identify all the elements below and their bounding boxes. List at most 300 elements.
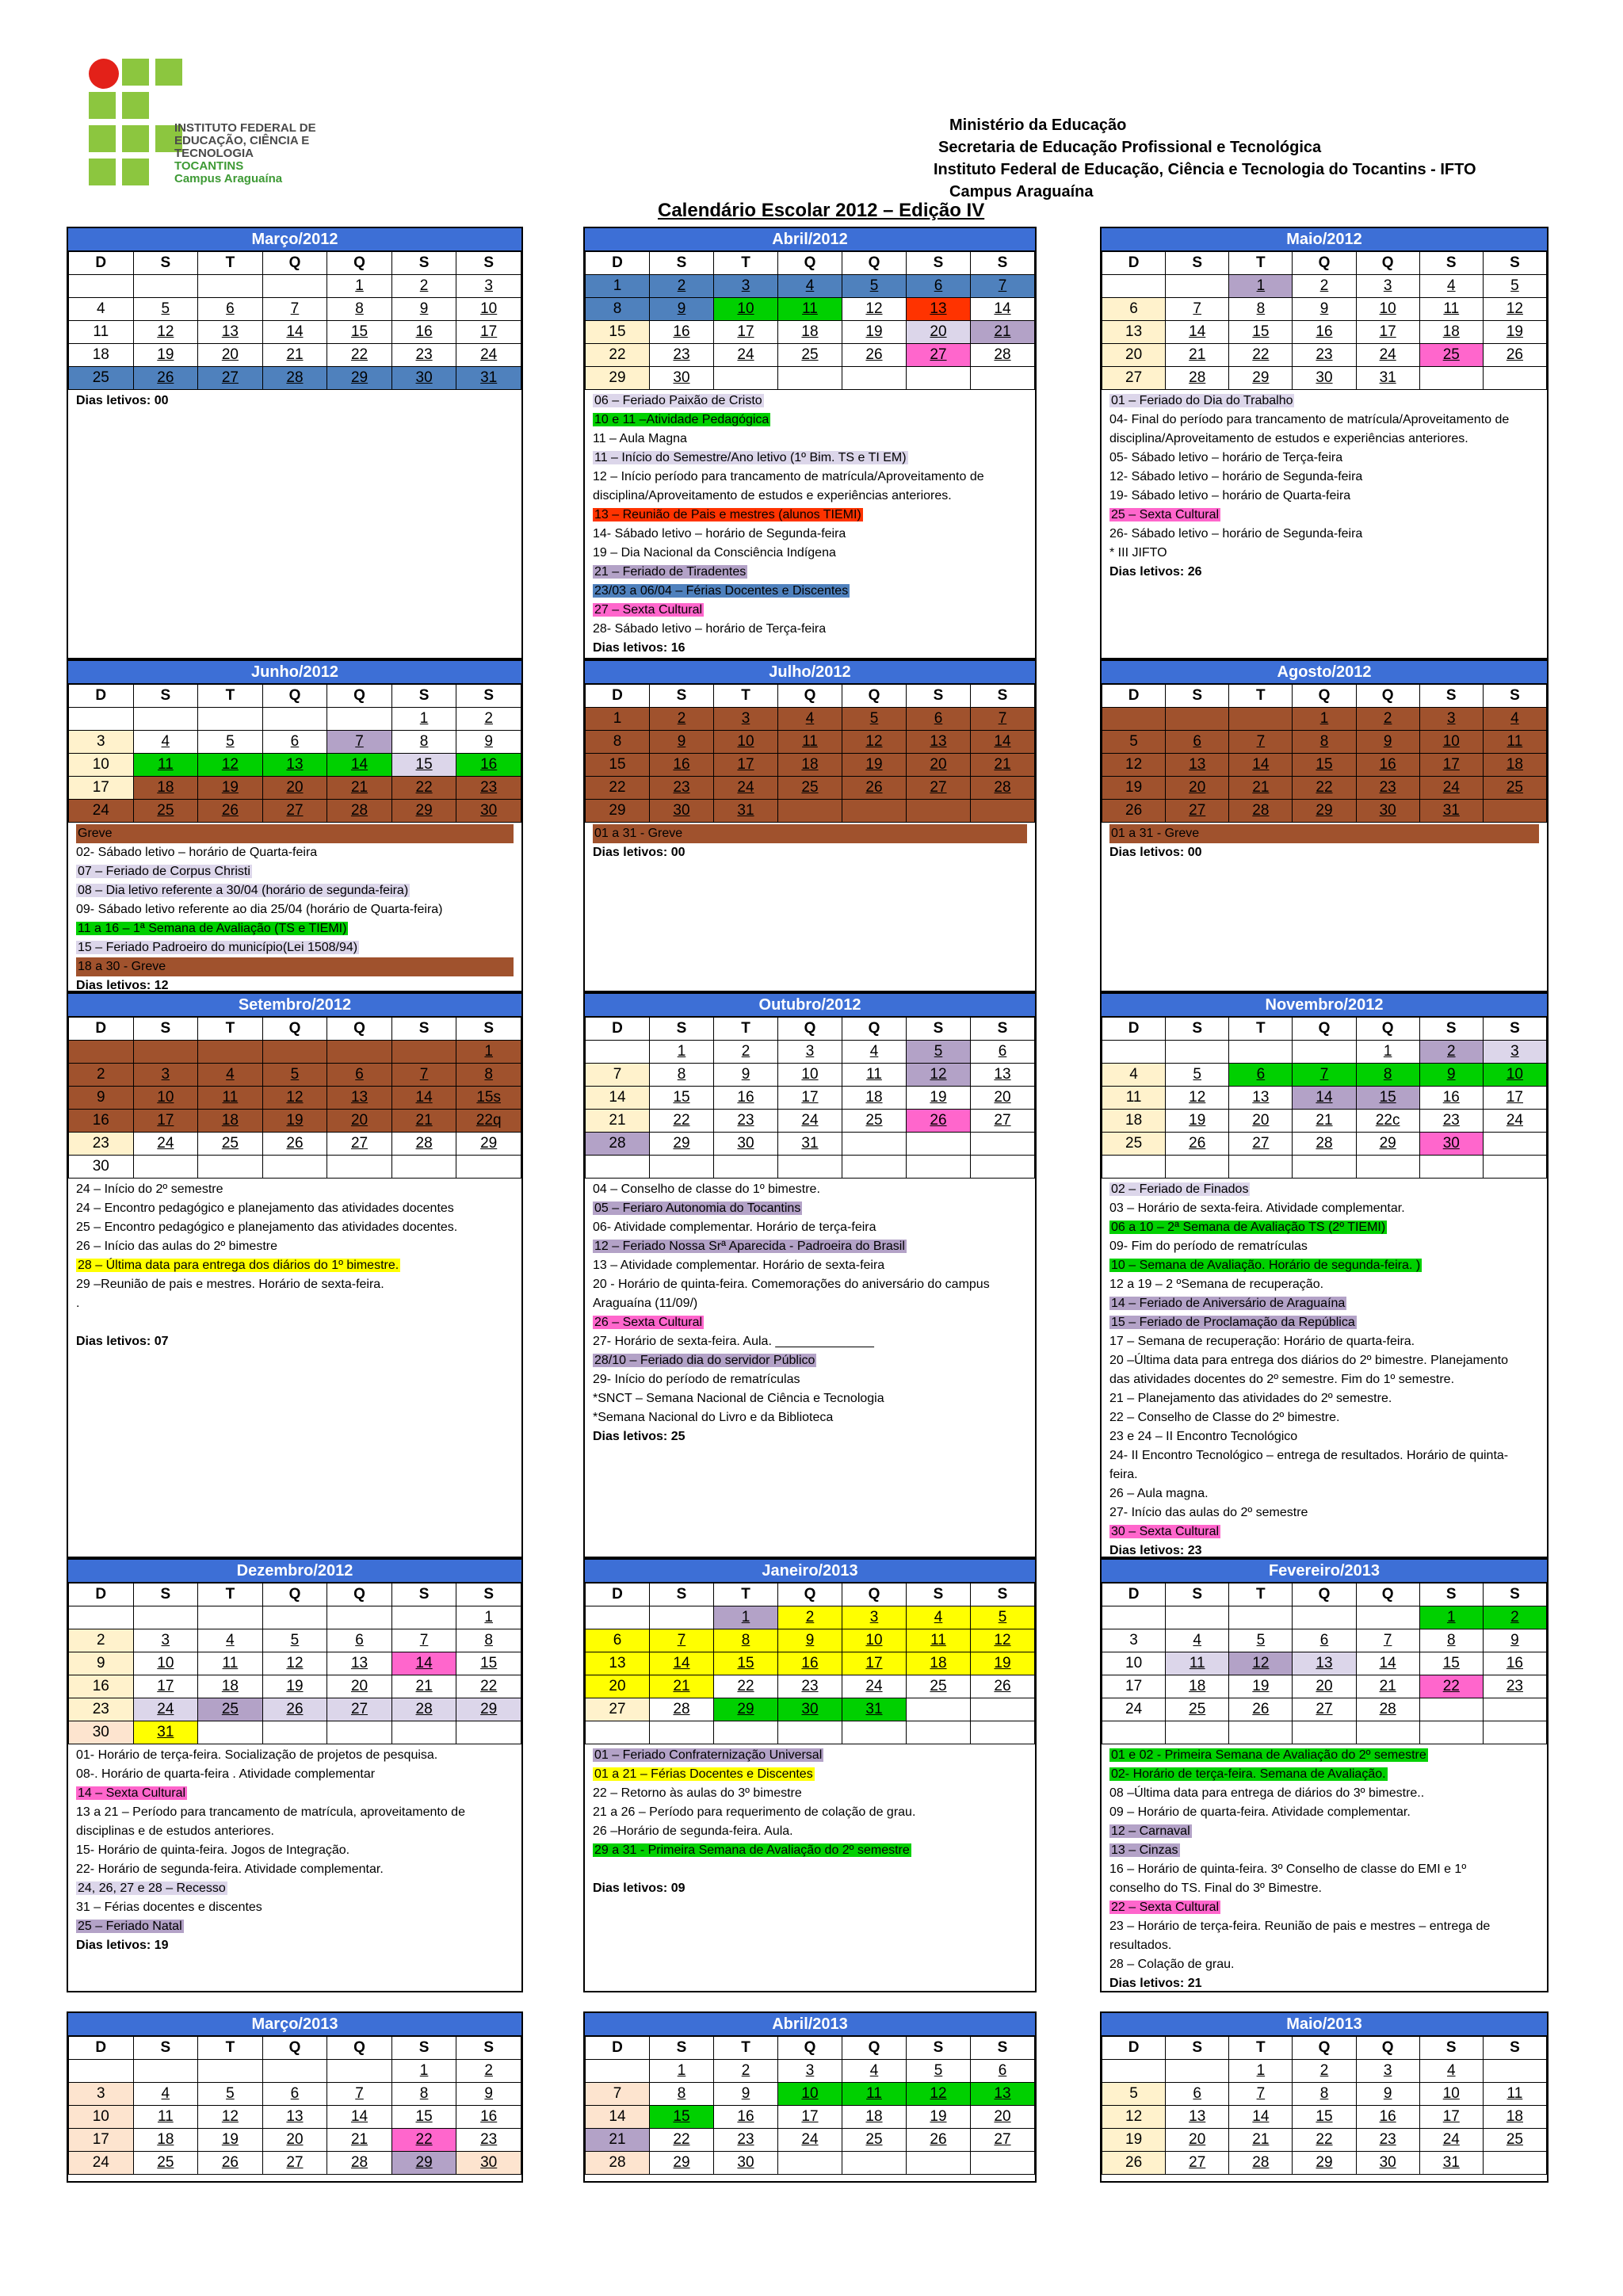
day-cell: 30 — [650, 800, 714, 823]
highlighted-note: 23/03 a 06/04 – Férias Docentes e Discentes — [594, 584, 849, 598]
day-cell: 15 — [1356, 1087, 1419, 1110]
empty-day-cell — [1229, 1041, 1293, 1064]
day-cell: 25 — [1419, 344, 1483, 367]
month-title: Dezembro/2012 — [68, 1560, 521, 1583]
day-cell: 31 — [1419, 800, 1483, 823]
day-cell: 19 — [971, 1652, 1035, 1675]
day-cell: 27 — [971, 2129, 1035, 2152]
weekday-header: S — [650, 1018, 714, 1041]
day-cell: 4 — [133, 2083, 198, 2106]
header-line: Secretaria de Educação Profissional e Tecnológica — [938, 139, 1322, 156]
month-block — [583, 227, 1037, 659]
day-cell: 15 — [391, 754, 456, 777]
weekday-row — [586, 1018, 1035, 1041]
day-cell: 16 — [69, 1675, 134, 1698]
month-block — [67, 2011, 523, 2183]
day-cell: 7 — [327, 2083, 392, 2106]
note-line — [1109, 392, 1539, 411]
note-line: disciplina/Aproveitamento de estudos e experiências anteriores. — [593, 489, 952, 502]
school-days-count: Dias letivos: 12 — [76, 979, 169, 992]
month-title: Agosto/2012 — [1102, 661, 1547, 684]
day-cell: 14 — [1229, 754, 1293, 777]
highlighted-note: 07 – Feriado de Corpus Christi — [78, 865, 250, 878]
weekday-header: S — [456, 685, 521, 708]
note-line: 22 – Retorno às aulas do 3º bimestre — [593, 1786, 802, 1800]
day-cell: 22 — [586, 777, 650, 800]
page-title: Calendário Escolar 2012 – Edição IV — [658, 200, 985, 221]
day-cell: 9 — [456, 2083, 521, 2106]
day-cell: 6 — [1229, 1064, 1293, 1087]
day-cell: 19 — [198, 777, 263, 800]
day-cell: 12 — [907, 2083, 971, 2106]
day-cell: 1 — [391, 708, 456, 731]
day-cell: 11 — [1419, 298, 1483, 321]
day-cell: 1 — [1229, 275, 1293, 298]
day-cell: 9 — [69, 1652, 134, 1675]
weekday-header: T — [714, 2037, 778, 2060]
note-line — [593, 1313, 1027, 1332]
weekday-header: S — [1483, 1584, 1546, 1606]
week-row — [586, 1629, 1035, 1652]
day-cell: 21 — [391, 1110, 456, 1133]
day-cell: 3 — [1419, 708, 1483, 731]
weekday-header: Q — [842, 1584, 907, 1606]
school-days-count: Dias letivos: 00 — [593, 846, 685, 859]
weekday-header: Q — [327, 685, 392, 708]
day-cell: 11 — [198, 1087, 263, 1110]
empty-day-cell — [198, 275, 263, 298]
empty-day-cell — [198, 1156, 263, 1179]
day-cell: 23 — [1419, 1110, 1483, 1133]
day-cell: 13 — [971, 2083, 1035, 2106]
day-cell: 8 — [650, 2083, 714, 2106]
note-line: 27- Início das aulas do 2º semestre — [1109, 1506, 1308, 1519]
day-cell: 21 — [1166, 344, 1229, 367]
day-cell: 23 — [714, 1110, 778, 1133]
day-cell: 7 — [391, 1064, 456, 1087]
day-cell: 28 — [586, 2152, 650, 2175]
day-cell: 31 — [1419, 2152, 1483, 2175]
day-cell: 24 — [1356, 344, 1419, 367]
week-row — [586, 731, 1035, 754]
day-cell: 4 — [907, 1606, 971, 1629]
empty-day-cell — [842, 1133, 907, 1156]
day-cell: 9 — [69, 1087, 134, 1110]
day-cell: 26 — [1483, 344, 1546, 367]
day-cell: 24 — [714, 344, 778, 367]
day-cell: 13 — [1102, 321, 1166, 344]
day-cell: 26 — [262, 1133, 327, 1156]
empty-day-cell — [1293, 1721, 1356, 1744]
month-table — [585, 1583, 1035, 1744]
day-cell: 8 — [1229, 298, 1293, 321]
day-cell: 16 — [456, 2106, 521, 2129]
day-cell: 30 — [1356, 800, 1419, 823]
week-row — [586, 367, 1035, 390]
weekday-header: T — [1229, 1584, 1293, 1606]
day-cell: 27 — [907, 344, 971, 367]
day-cell: 17 — [1102, 1675, 1166, 1698]
day-cell: 11 — [69, 321, 134, 344]
weekday-row — [69, 2037, 521, 2060]
weekday-header: S — [971, 252, 1035, 275]
header-line: Instituto Federal de Educação, Ciência e Tecnologia do Tocantins - IFTO — [934, 161, 1476, 178]
weekday-header: D — [586, 1584, 650, 1606]
day-cell: 27 — [262, 2152, 327, 2175]
day-cell: 31 — [778, 1133, 842, 1156]
note-line: 23 – Horário de terça-feira. Reunião de pais e mestres – entrega de — [1109, 1920, 1491, 1933]
highlighted-note: 10 – Semana de Avaliação. Horário de segunda-feira. ) — [1111, 1259, 1421, 1272]
week-row — [69, 754, 521, 777]
day-cell: 23 — [69, 1133, 134, 1156]
day-cell: 9 — [714, 1064, 778, 1087]
day-cell: 17 — [1356, 321, 1419, 344]
day-cell: 8 — [1293, 731, 1356, 754]
empty-day-cell — [133, 1606, 198, 1629]
day-cell: 29 — [1229, 367, 1293, 390]
note-line: das atividades docentes do 2º semestre. Fim do 1º semestre. — [1109, 1373, 1455, 1386]
empty-day-cell — [327, 1041, 392, 1064]
week-row — [1102, 2152, 1547, 2175]
weekday-header: Q — [1293, 1018, 1356, 1041]
day-cell: 28 — [327, 2152, 392, 2175]
day-cell: 18 — [198, 1110, 263, 1133]
weekday-row — [1102, 685, 1547, 708]
weekday-row — [69, 685, 521, 708]
day-cell: 15 — [1419, 1652, 1483, 1675]
day-cell: 25 — [907, 1675, 971, 1698]
day-cell: 27 — [262, 800, 327, 823]
note-line — [76, 957, 514, 976]
day-cell: 10 — [1483, 1064, 1546, 1087]
day-cell: 1 — [586, 708, 650, 731]
note-line: 12- Sábado letivo – horário de Segunda-feira — [1109, 470, 1363, 483]
day-cell: 12 — [262, 1087, 327, 1110]
day-cell: 17 — [714, 321, 778, 344]
day-cell: 18 — [778, 754, 842, 777]
highlighted-note: 10 e 11 –Atividade Pedagógica — [594, 413, 769, 426]
weekday-header: D — [69, 252, 134, 275]
weekday-row — [586, 685, 1035, 708]
week-row — [586, 754, 1035, 777]
day-cell: 5 — [842, 275, 907, 298]
day-cell: 29 — [391, 2152, 456, 2175]
day-cell: 9 — [714, 2083, 778, 2106]
logo-square — [122, 159, 149, 185]
day-cell: 21 — [1293, 1110, 1356, 1133]
school-days-count: Dias letivos: 00 — [1109, 846, 1202, 859]
weekday-header: D — [69, 685, 134, 708]
day-cell: 14 — [971, 731, 1035, 754]
note-line: 15- Horário de quinta-feira. Jogos de Integração. — [76, 1843, 350, 1857]
weekday-header: T — [198, 252, 263, 275]
week-row — [586, 777, 1035, 800]
day-cell: 2 — [456, 2060, 521, 2083]
day-cell: 24 — [778, 1110, 842, 1133]
weekday-header: Q — [778, 2037, 842, 2060]
day-cell: 26 — [907, 2129, 971, 2152]
empty-day-cell — [1166, 1041, 1229, 1064]
day-cell: 25 — [1483, 2129, 1546, 2152]
day-cell: 10 — [778, 2083, 842, 2106]
empty-day-cell — [1483, 1156, 1546, 1179]
empty-day-cell — [907, 1156, 971, 1179]
highlighted-note: 02 – Feriado de Finados — [1111, 1182, 1249, 1196]
note-line — [593, 1351, 1027, 1370]
note-line — [1109, 824, 1539, 843]
day-cell: 28 — [971, 344, 1035, 367]
school-days-count: Dias letivos: 26 — [1109, 565, 1202, 579]
month-title: Abril/2013 — [585, 2013, 1035, 2036]
day-cell: 26 — [1166, 1133, 1229, 1156]
day-cell: 28 — [650, 1698, 714, 1721]
day-cell: 3 — [456, 275, 521, 298]
day-cell: 11 — [778, 731, 842, 754]
empty-day-cell — [586, 1041, 650, 1064]
day-cell: 16 — [714, 2106, 778, 2129]
highlighted-note: 12 – Carnaval — [1111, 1824, 1190, 1838]
weekday-row — [1102, 2037, 1547, 2060]
month-table — [1102, 684, 1547, 823]
day-cell: 26 — [842, 777, 907, 800]
week-row — [69, 1087, 521, 1110]
day-cell: 3 — [714, 708, 778, 731]
highlighted-note: 14 – Feriado de Aniversário de Araguaína — [1111, 1297, 1346, 1310]
note-line: *Semana Nacional do Livro e da Biblioteca — [593, 1411, 834, 1424]
day-cell: 7 — [327, 731, 392, 754]
weekday-header: D — [1102, 1584, 1166, 1606]
empty-day-cell — [1102, 1041, 1166, 1064]
note-line — [76, 1313, 514, 1332]
week-row — [69, 731, 521, 754]
day-cell: 22 — [327, 344, 392, 367]
day-cell: 29 — [391, 800, 456, 823]
note-line: 29- Início do período de rematrículas — [593, 1373, 800, 1386]
empty-day-cell — [133, 1156, 198, 1179]
day-cell: 19 — [1483, 321, 1546, 344]
empty-day-cell — [456, 1156, 521, 1179]
empty-day-cell — [133, 275, 198, 298]
empty-day-cell — [778, 1721, 842, 1744]
logo-text — [174, 122, 358, 185]
month-title: Outubro/2012 — [585, 994, 1035, 1017]
day-cell: 20 — [1166, 777, 1229, 800]
day-cell: 24 — [714, 777, 778, 800]
day-cell: 30 — [456, 800, 521, 823]
weekday-header: S — [1419, 252, 1483, 275]
day-cell: 27 — [1293, 1698, 1356, 1721]
day-cell: 25 — [133, 2152, 198, 2175]
day-cell: 17 — [1483, 1087, 1546, 1110]
day-cell: 12 — [842, 731, 907, 754]
day-cell: 14 — [1293, 1087, 1356, 1110]
note-line — [1109, 1822, 1539, 1841]
day-cell: 8 — [456, 1064, 521, 1087]
day-cell: 20 — [907, 321, 971, 344]
day-cell: 18 — [133, 2129, 198, 2152]
week-row — [586, 1698, 1035, 1721]
note-line — [1109, 1841, 1539, 1860]
note-line: . — [76, 1297, 80, 1310]
day-cell: 12 — [262, 1652, 327, 1675]
day-cell: 27 — [586, 1698, 650, 1721]
empty-day-cell — [586, 1721, 650, 1744]
day-cell: 5 — [198, 2083, 263, 2106]
day-cell: 7 — [971, 275, 1035, 298]
highlighted-note: 25 – Feriado Natal — [78, 1920, 182, 1933]
weekday-header: S — [1166, 252, 1229, 275]
day-cell: 15 — [456, 1652, 521, 1675]
day-cell: 29 — [650, 1133, 714, 1156]
day-cell: 14 — [586, 2106, 650, 2129]
empty-day-cell — [69, 1041, 134, 1064]
day-cell: 21 — [262, 344, 327, 367]
day-cell: 23 — [1356, 2129, 1419, 2152]
day-cell: 22 — [1293, 777, 1356, 800]
day-cell: 22q — [456, 1110, 521, 1133]
day-cell: 12 — [198, 754, 263, 777]
day-cell: 5 — [1102, 2083, 1166, 2106]
month-notes — [585, 390, 1035, 659]
day-cell: 20 — [198, 344, 263, 367]
highlighted-note: 02- Horário de terça-feira. Semana de Avaliação. — [1111, 1767, 1386, 1781]
highlighted-note: 22 – Sexta Cultural — [1111, 1901, 1220, 1914]
day-cell: 31 — [133, 1721, 198, 1744]
note-line: 26 – Início das aulas do 2º bimestre — [76, 1240, 277, 1253]
note-line: 28 – Colação de grau. — [1109, 1958, 1235, 1971]
note-line — [1109, 1218, 1539, 1237]
day-cell: 29 — [650, 2152, 714, 2175]
weekday-header: S — [1419, 1584, 1483, 1606]
week-row — [69, 275, 521, 298]
day-cell: 17 — [456, 321, 521, 344]
highlighted-note: 05 – Feriaro Autonomia do Tocantins — [594, 1201, 801, 1215]
day-cell: 9 — [391, 298, 456, 321]
note-line: 09 – Horário de quarta-feira. Atividade complementar. — [1109, 1805, 1411, 1819]
day-cell: 1 — [586, 275, 650, 298]
note-line — [76, 919, 514, 938]
day-cell: 29 — [1293, 2152, 1356, 2175]
note-line: 26 – Aula magna. — [1109, 1487, 1209, 1500]
month-notes — [68, 823, 521, 997]
day-cell: 3 — [133, 1629, 198, 1652]
day-cell: 11 — [842, 2083, 907, 2106]
highlighted-note: 15 – Feriado Padroeiro do município(Lei 1508/94) — [78, 941, 358, 954]
day-cell: 2 — [391, 275, 456, 298]
day-cell: 9 — [650, 298, 714, 321]
empty-day-cell — [391, 1721, 456, 1744]
empty-day-cell — [327, 1156, 392, 1179]
empty-day-cell — [1293, 1606, 1356, 1629]
logo-square — [122, 59, 149, 86]
empty-day-cell — [650, 1606, 714, 1629]
logo-square — [89, 159, 116, 185]
day-cell: 3 — [1483, 1041, 1546, 1064]
day-cell: 9 — [1293, 298, 1356, 321]
day-cell: 14 — [586, 1087, 650, 1110]
day-cell: 18 — [842, 2106, 907, 2129]
note-line — [593, 449, 1027, 468]
empty-day-cell — [971, 1721, 1035, 1744]
weekday-header: Q — [1356, 1018, 1419, 1041]
week-row — [586, 1087, 1035, 1110]
day-cell: 21 — [971, 321, 1035, 344]
day-cell: 24 — [842, 1675, 907, 1698]
month-table — [585, 251, 1035, 390]
week-row — [1102, 1133, 1547, 1156]
weekday-header: T — [1229, 1018, 1293, 1041]
day-cell: 9 — [778, 1629, 842, 1652]
empty-day-cell — [1102, 2060, 1166, 2083]
weekday-header: S — [391, 1584, 456, 1606]
day-cell: 20 — [1166, 2129, 1229, 2152]
day-cell: 13 — [971, 1064, 1035, 1087]
day-cell: 13 — [262, 2106, 327, 2129]
logo-line: INSTITUTO FEDERAL DE — [174, 121, 316, 135]
empty-day-cell — [907, 800, 971, 823]
day-cell: 1 — [327, 275, 392, 298]
weekday-header: T — [198, 1018, 263, 1041]
day-cell: 22 — [456, 1675, 521, 1698]
note-line — [1109, 1522, 1539, 1541]
month-notes — [68, 390, 521, 412]
logo-line: Campus Araguaína — [174, 172, 283, 185]
day-cell: 5 — [842, 708, 907, 731]
day-cell: 27 — [327, 1133, 392, 1156]
day-cell: 10 — [69, 754, 134, 777]
empty-day-cell — [907, 1721, 971, 1744]
weekday-header: S — [133, 252, 198, 275]
empty-day-cell — [262, 708, 327, 731]
month-block — [1100, 227, 1549, 659]
logo — [89, 59, 358, 193]
day-cell: 20 — [327, 1110, 392, 1133]
day-cell: 24 — [1483, 1110, 1546, 1133]
day-cell: 26 — [198, 2152, 263, 2175]
weekday-header: S — [1483, 1018, 1546, 1041]
day-cell: 20 — [327, 1675, 392, 1698]
day-cell: 15 — [391, 2106, 456, 2129]
day-cell: 12 — [1229, 1652, 1293, 1675]
weekday-header: S — [1419, 1018, 1483, 1041]
week-row — [586, 708, 1035, 731]
day-cell: 10 — [456, 298, 521, 321]
day-cell: 23 — [778, 1675, 842, 1698]
empty-day-cell — [1356, 1606, 1419, 1629]
day-cell: 29 — [1293, 800, 1356, 823]
month-title: Maio/2013 — [1102, 2013, 1547, 2036]
day-cell: 29 — [586, 367, 650, 390]
highlighted-note: 15 – Feriado de Proclamação da República — [1111, 1316, 1355, 1329]
month-table — [68, 1017, 521, 1179]
day-cell: 16 — [1356, 2106, 1419, 2129]
empty-day-cell — [327, 708, 392, 731]
day-cell: 17 — [69, 777, 134, 800]
weekday-header: S — [456, 252, 521, 275]
empty-day-cell — [714, 1156, 778, 1179]
day-cell: 2 — [778, 1606, 842, 1629]
note-line: feira. — [1109, 1468, 1138, 1481]
day-cell: 8 — [456, 1629, 521, 1652]
empty-day-cell — [198, 1721, 263, 1744]
weekday-header: S — [133, 1018, 198, 1041]
note-line: 01- Horário de terça-feira. Socialização de projetos de pesquisa. — [76, 1748, 438, 1762]
day-cell: 27 — [1102, 367, 1166, 390]
day-cell: 19 — [1229, 1675, 1293, 1698]
day-cell: 6 — [1166, 731, 1229, 754]
weekday-row — [69, 1018, 521, 1041]
day-cell: 11 — [133, 2106, 198, 2129]
